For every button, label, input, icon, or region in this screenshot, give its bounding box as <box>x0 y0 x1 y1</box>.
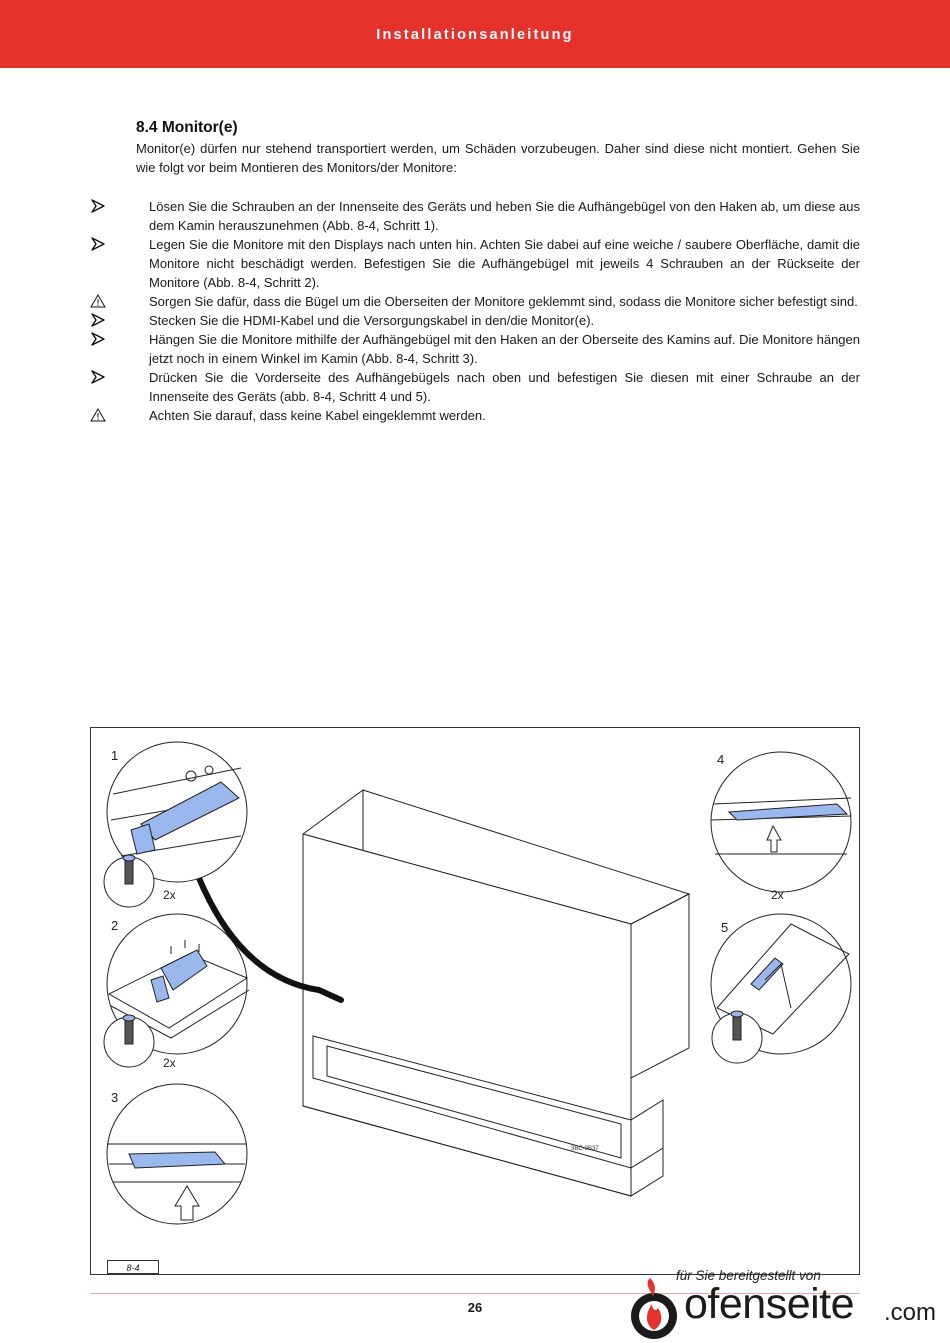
arrow-bullet-icon <box>90 197 108 216</box>
warning-triangle-icon <box>90 292 108 311</box>
installation-drawing <box>91 728 861 1276</box>
warning-triangle-icon <box>90 406 108 425</box>
instruction-item <box>90 292 860 311</box>
installation-figure <box>90 727 860 1275</box>
provided-by-text: für Sie bereitgestellt von <box>676 1268 821 1283</box>
instruction-text: Stecken Sie die HDMI-Kabel und die Versorgungskabel in den/die Monitor(e). <box>149 313 595 328</box>
instruction-item <box>90 406 860 425</box>
instruction-list <box>90 197 860 425</box>
brand-logo <box>626 1272 950 1342</box>
section-title: 8.4 Monitor(e) <box>136 119 238 136</box>
count-step-4: 2x <box>771 888 784 902</box>
section-intro: Monitor(e) dürfen nur stehend transportiert werden, um Schäden vorzubeugen. Daher sind diese nicht montiert. Gehen Sie wie folgt vor beim Montieren des Monitors/der Monitore: <box>136 141 860 175</box>
brand-tld: .com <box>884 1299 937 1326</box>
count-step-2: 2x <box>163 1056 176 1070</box>
page-header <box>0 0 950 68</box>
header-title: Installationsanleitung <box>376 27 574 43</box>
step-label-1: 1 <box>111 748 119 763</box>
instruction-item <box>90 330 860 368</box>
section-monitor <box>136 119 860 177</box>
arrow-bullet-icon <box>90 330 108 349</box>
step-label-5: 5 <box>721 920 729 935</box>
instruction-item <box>90 235 860 292</box>
instruction-text: Lösen Sie die Schrauben an der Innenseite des Geräts und heben Sie die Aufhängebügel von den Haken ab, um diese aus dem Kamin herauszunehmen (Abb. 8-4, Schritt 1). <box>149 199 860 233</box>
instruction-text: Drücken Sie die Vorderseite des Aufhängebügels nach oben und befestigen Sie diesen mit einer Schraube an der Innenseite des Geräts (abb. 8-4, Schritt 4 und 5). <box>149 370 860 404</box>
page-number: 26 <box>467 1300 483 1315</box>
count-step-1: 2x <box>163 888 176 902</box>
arrow-bullet-icon <box>90 235 108 254</box>
instruction-item <box>90 197 860 235</box>
figure-label: 8-4 <box>107 1260 159 1274</box>
instruction-text: Legen Sie die Monitore mit den Displays nach unten hin. Achten Sie dabei auf eine weiche / saubere Oberfläche, damit die Monitore nicht beschädigt werden. Befestigen Sie die Aufhängebügel mit jeweils 4 Schrauben an der Rückseite der Monitore (Abb. 8-4, Schritt 2). <box>149 237 860 290</box>
brand-name: ofenseite <box>684 1280 855 1328</box>
instruction-item <box>90 311 860 330</box>
step-label-4: 4 <box>717 752 725 767</box>
instruction-text: Achten Sie darauf, dass keine Kabel eingeklemmt werden. <box>149 408 486 423</box>
step-label-2: 2 <box>111 918 119 933</box>
step-label-3: 3 <box>111 1090 119 1105</box>
instruction-item <box>90 368 860 406</box>
drawing-code: 3BC-2B37 <box>571 1146 599 1152</box>
arrow-bullet-icon <box>90 311 108 330</box>
arrow-bullet-icon <box>90 368 108 387</box>
instruction-text: Sorgen Sie dafür, dass die Bügel um die Oberseiten der Monitore geklemmt sind, sodass die Monitore sicher befestigt sind. <box>149 294 858 309</box>
instruction-text: Hängen Sie die Monitore mithilfe der Aufhängebügel mit den Haken an der Oberseite des Kamins auf. Die Monitore hängen jetzt noch in einem Winkel im Kamin (Abb. 8-4, Schritt 3). <box>149 332 860 366</box>
flame-icon <box>626 1272 686 1342</box>
